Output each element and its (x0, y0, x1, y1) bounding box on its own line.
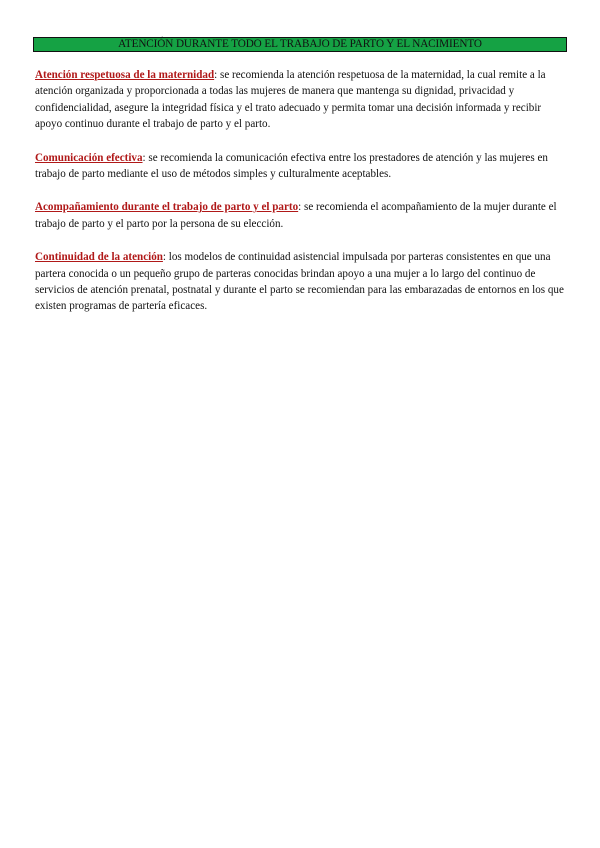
paragraph-respectful-care (35, 67, 565, 133)
paragraph-separator: : (214, 69, 218, 81)
paragraph-body: se recomienda la comunicación efectiva entre los prestadores de atención y las mujeres en trabajo de parto mediante el uso de métodos simples y culturalmente aceptables. (35, 151, 548, 181)
paragraph-body: se recomienda el acompañamiento de la mujer durante el trabajo de parto y el parto por la persona de su elección. (35, 201, 557, 230)
paragraph-body: los modelos de continuidad asistencial impulsada por parteras consistentes en que una partera conocida o un pequeño grupo de parteras conocidas brindan apoyo a una mujer a lo largo del continuo de servicios de atención prenatal, postnatal y durante el parto se recomiendan para las embarazadas de entornos en los que existen programas de partería eficaces. (35, 251, 564, 313)
paragraph-title: Atención respetuosa de la maternidad (35, 69, 215, 81)
paragraph-effective-communication (35, 150, 565, 183)
paragraph-separator: : (298, 201, 302, 214)
section-header-title: ATENCIÓN DURANTE TODO EL TRABAJO DE PARTO Y EL NACIMIENTO (118, 38, 482, 50)
paragraph-companionship (35, 199, 565, 232)
paragraph-separator: : (142, 151, 146, 164)
section-header-bar (33, 37, 567, 52)
document-body (35, 67, 565, 332)
paragraph-separator: : (162, 251, 167, 264)
paragraph-continuity-of-care (35, 249, 565, 315)
paragraph-title: Acompañamiento durante el trabajo de parto y el parto (35, 201, 299, 214)
paragraph-body: se recomienda la atención respetuosa de la maternidad, la cual remite a la atención organizada y proporcionada a todas las mujeres de manera que mantenga su dignidad, privacidad y confidencialidad, asegure la integridad física y el trato adecuado y permita tomar una decisión informada y recibir apoyo continuo durante el trabajo de parto y el parto. (35, 69, 546, 131)
paragraph-title: Comunicación efectiva (35, 151, 143, 164)
paragraph-title: Continuidad de la atención (35, 251, 163, 264)
